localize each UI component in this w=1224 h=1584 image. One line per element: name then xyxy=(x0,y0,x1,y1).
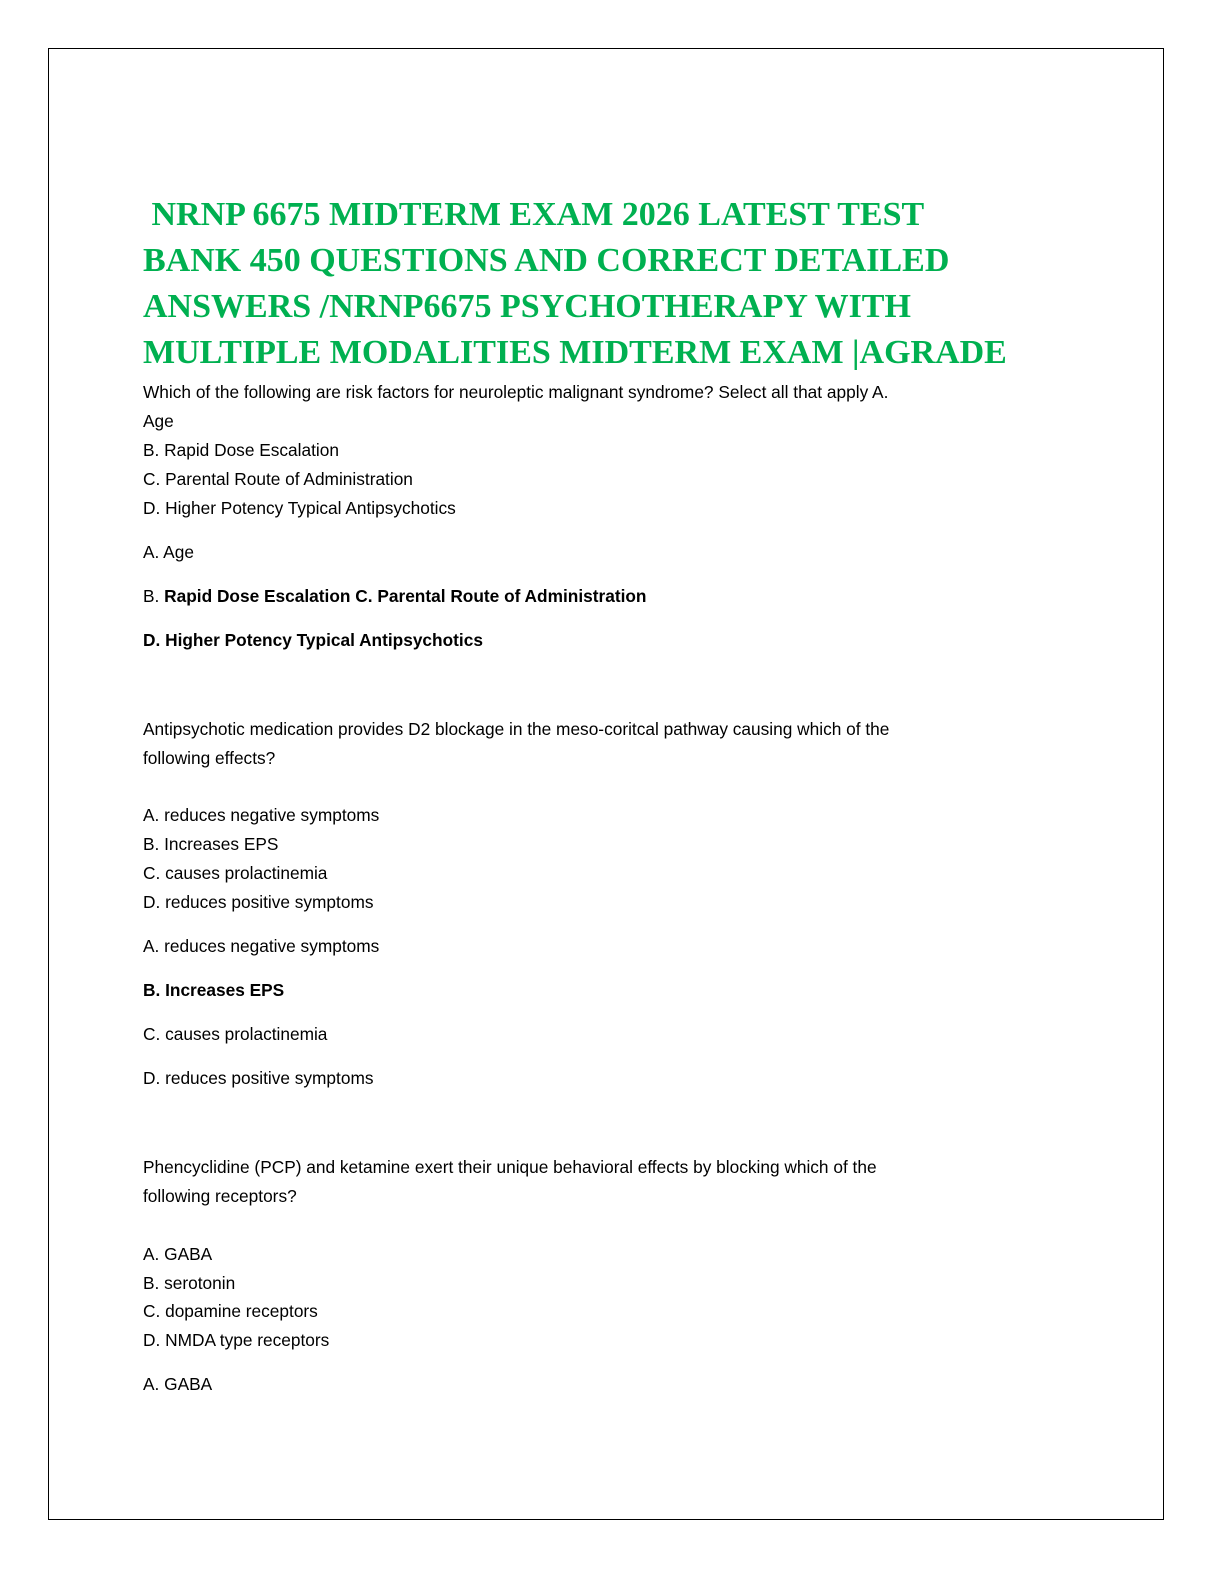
answer: A. Age xyxy=(143,542,194,562)
title-line: BANK 450 QUESTIONS AND CORRECT DETAILED xyxy=(143,242,950,279)
option: B. Rapid Dose Escalation xyxy=(143,440,339,460)
question-text: Age xyxy=(143,411,174,431)
option: C. Parental Route of Administration xyxy=(143,469,413,489)
title-line: NRNP 6675 MIDTERM EXAM 2026 LATEST TEST xyxy=(143,196,925,233)
option: B. Increases EPS xyxy=(143,834,279,854)
question-text: Antipsychotic medication provides D2 blockage in the meso-coritcal pathway causing which of the xyxy=(143,719,890,739)
answer: C. causes prolactinemia xyxy=(143,1024,328,1044)
option: D. Higher Potency Typical Antipsychotics xyxy=(143,498,456,518)
question-text: following receptors? xyxy=(143,1186,297,1206)
option: A. GABA xyxy=(143,1244,213,1264)
option: C. causes prolactinemia xyxy=(143,863,328,883)
correct-answer: Rapid Dose Escalation C. Parental Route of Administration xyxy=(164,586,647,606)
question-text: Which of the following are risk factors for neuroleptic malignant syndrome? Select all that apply A. xyxy=(143,382,889,402)
question-text: Phencyclidine (PCP) and ketamine exert their unique behavioral effects by blocking which of the xyxy=(143,1157,877,1177)
title-line: MULTIPLE MODALITIES MIDTERM EXAM |AGRADE xyxy=(143,334,1007,371)
answer xyxy=(143,584,647,608)
option: D. reduces positive symptoms xyxy=(143,892,374,912)
question-text: following effects? xyxy=(143,748,276,768)
option: A. reduces negative symptoms xyxy=(143,805,380,825)
answer: A. GABA xyxy=(143,1374,213,1394)
correct-answer: D. Higher Potency Typical Antipsychotics xyxy=(143,630,483,650)
answer-prefix: B. xyxy=(143,586,165,606)
option: B. serotonin xyxy=(143,1273,236,1293)
answer: D. reduces positive symptoms xyxy=(143,1068,374,1088)
correct-answer: B. Increases EPS xyxy=(143,980,285,1000)
option: D. NMDA type receptors xyxy=(143,1330,330,1350)
option: C. dopamine receptors xyxy=(143,1301,318,1321)
answer: A. reduces negative symptoms xyxy=(143,936,380,956)
title-line: ANSWERS /NRNP6675 PSYCHOTHERAPY WITH xyxy=(143,288,911,325)
